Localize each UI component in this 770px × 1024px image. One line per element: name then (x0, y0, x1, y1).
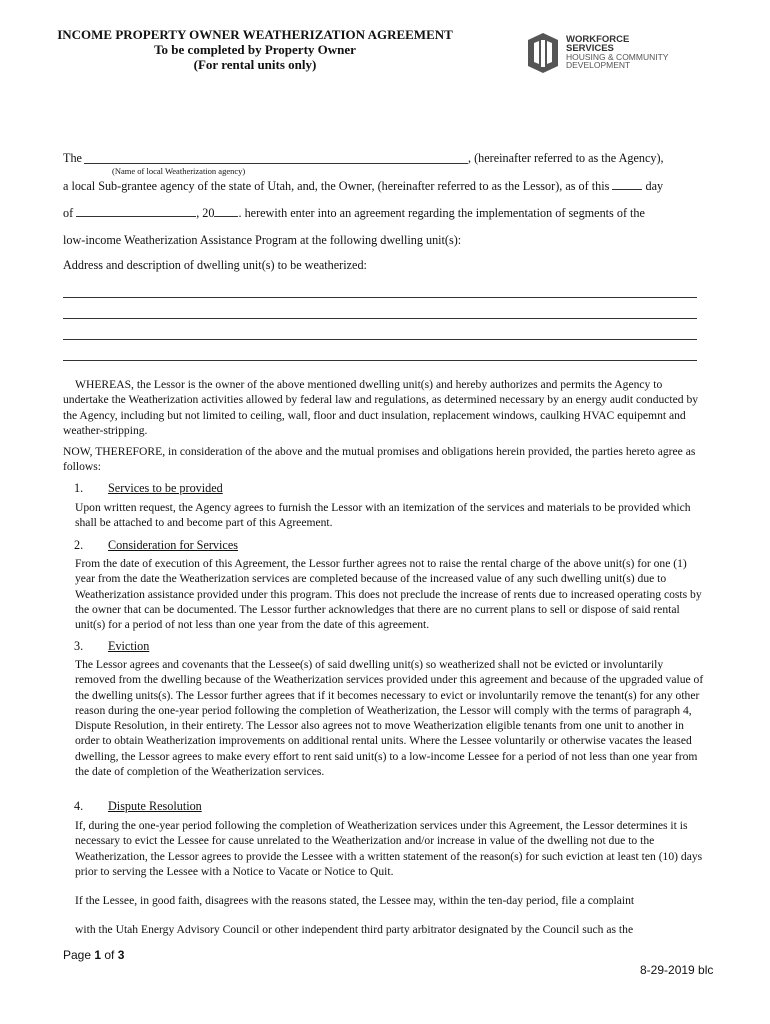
intro-the-label: The (63, 151, 82, 165)
version-stamp: 8-29-2019 blc (640, 963, 714, 977)
address-label: Address and description of dwelling unit(s) to be weatherized: (63, 258, 367, 272)
now-therefore-paragraph: NOW, THEREFORE, in consideration of the above and the mutual promises and obligations herein provided, the parties hereto agree as follows: (63, 445, 696, 474)
section-3-number: 3. (74, 639, 84, 653)
section-2-heading: Consideration for Services (108, 538, 238, 552)
dispute-continuation-2: with the Utah Energy Advisory Council or other independent third party arbitrator designated by the Council such as the (75, 923, 634, 936)
logo-line-1: WORKFORCE (566, 34, 630, 45)
page-prefix: Page (63, 948, 95, 962)
agency-suffix-text: , (hereinafter referred to as the Agency), (468, 151, 664, 165)
section-4-number: 4. (74, 799, 84, 813)
intro-line-3 (63, 205, 645, 221)
section-3-heading: Eviction (108, 639, 150, 653)
intro-line-2 (63, 178, 663, 194)
address-line-2[interactable] (63, 318, 697, 319)
section-1-heading: Services to be provided (108, 481, 223, 495)
intro-line-3-text: . herewith enter into an agreement regarding the implementation of segments of the (238, 206, 645, 220)
document-subtitle-rental: (For rental units only) (193, 57, 317, 72)
page-current: 1 (94, 948, 102, 962)
intro-line-4: low-income Weatherization Assistance Program at the following dwelling unit(s): (63, 233, 462, 247)
section-2-body: From the date of execution of this Agreement, the Lessor further agrees not to raise the rental charge of the above unit(s) for one (1) year from the date the Weatherization services are completed because of the increased value of any such dwelling unit(s) due to Weatherization assistance provided under this program. This does not preclude the increase of rents due to increased operating costs by the owner that can be documented. The Lessor further acknowledges that there are no current plans to sell or dispose of said rental unit(s) for a period of not less than one year from the date of this agreement. (75, 557, 702, 632)
section-2-number: 2. (74, 538, 84, 552)
day-field[interactable] (612, 178, 642, 190)
document-subtitle: To be completed by Property Owner (154, 42, 356, 57)
address-line-1[interactable] (63, 297, 697, 298)
day-label: day (645, 179, 664, 193)
intro-line-2-text: a local Sub-grantee agency of the state of Utah, and, the Owner, (hereinafter referred to as the Lessor), as of this (63, 179, 610, 193)
page-number (63, 948, 124, 962)
year-field[interactable] (214, 205, 238, 217)
section-1-number: 1. (74, 481, 84, 495)
logo-line-4: DEVELOPMENT (566, 60, 631, 70)
month-field[interactable] (76, 205, 196, 217)
logo-mark-icon (525, 31, 561, 75)
document-title: INCOME PROPERTY OWNER WEATHERIZATION AGREEMENT (57, 27, 453, 42)
of-label: of (63, 206, 74, 220)
section-4-heading: Dispute Resolution (108, 799, 202, 813)
page-of: of (101, 948, 118, 962)
dispute-continuation-1: If the Lessee, in good faith, disagrees with the reasons stated, the Lessee may, within the ten-day period, file a complaint (75, 894, 635, 907)
year-prefix: , 20 (196, 206, 215, 220)
agency-name-field[interactable] (84, 163, 468, 164)
agency-field-caption: (Name of local Weatherization agency) (112, 166, 246, 176)
whereas-paragraph: WHEREAS, the Lessor is the owner of the above mentioned dwelling unit(s) and hereby authorizes and permits the Agency to undertake the Weatherization activities allowed by federal law and regulations, as determined necessary by an energy audit conducted by the Agency, including but not limited to ceiling, wall, floor and duct insulation, replacement windows, caulking HVAC equipemnt and weather-stripping. (63, 378, 699, 437)
logo-line-3: HOUSING & COMMUNITY (566, 52, 669, 62)
workforce-services-logo (525, 31, 685, 77)
section-3-body: The Lessor agrees and covenants that the Lessee(s) of said dwelling unit(s) so weatherized shall not be evicted or involuntarily removed from the dwelling because of the Weatherization services provided under this agreement and because of the upgraded value of the dwelling units(s). The Lessor further agrees that if it becomes necessary to evict or involuntarily remove the tenant(s) for any other reason during the one-year period following the completion of Weatherization, the Lessor will comply with the terms of paragraph 4, Dispute Resolution, in their entirety. The Lessor also agrees not to move Weatherization eligible tenants from one unit to another in order to obtain Weatherization improvements on additional rental units. Where the Lessee voluntarily or otherwise vacates the leased dwelling, the Lessor agrees to make every effort to rent said unit(s) to a low-income Lessee for a period of not less than one year from the date of completion of the Weatherization services. (75, 658, 704, 779)
section-1-body: Upon written request, the Agency agrees to furnish the Lessor with an itemization of the services and materials to be provided which shall be attached to and become part of this Agreement. (75, 501, 691, 530)
page-total: 3 (117, 948, 125, 962)
logo-line-2: SERVICES (566, 43, 614, 54)
section-4-body: If, during the one-year period following the completion of Weatherization services under this Agreement, the Lessor determines it is necessary to evict the Lessee for cause unrelated to the Weatherization and/or increase in value of the dwelling not due to the Weatherization, the Lessor agrees to provide the Lessee with a written statement of the reason(s) for such eviction at least ten (10) days prior to serving the Lessee with a Notice to Vacate or Notice to Quit. (75, 819, 703, 878)
address-line-3[interactable] (63, 339, 697, 340)
address-line-4[interactable] (63, 360, 697, 361)
